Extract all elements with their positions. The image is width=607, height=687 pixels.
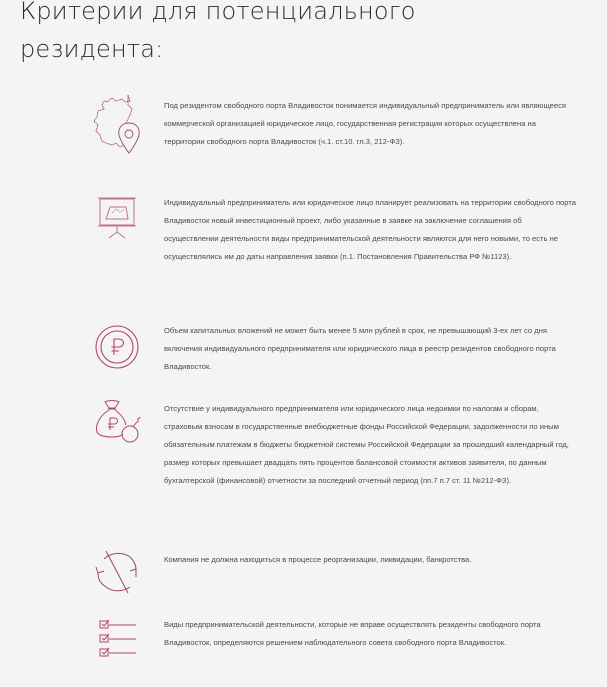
checklist-icon xyxy=(99,618,139,662)
presentation-board-icon xyxy=(96,196,138,240)
criterion-text: Компания не должна находиться в процессе реорганизации, ликвидации, банкротства. xyxy=(164,555,472,564)
page-title-line-2: резидента: xyxy=(20,35,164,63)
map-pin-region-icon xyxy=(92,93,142,159)
criterion-text: Виды предпринимательской деятельности, которые не вправе осуществлять резиденты свободного порта Владивосток, определяются решением наблюдательного совета свободного порта Владивосток. xyxy=(164,620,541,647)
criterion-text: Отсутствие у индивидуального предпринимателя или юридического лица недоимки по налогам и сборам, страховым взносам в государственные внебюджетные фонды Российской Федерации, задолженности по иным обязательным платежам в бюджеты бюджетной системы Российской Федерации за прошедший календарный год, размер которых превышает двадцать пять процентов балансовой стоимости активов заявителя, по данным бухгалтерской (финансовой) отчетности за последний отчетный период (пп.7 п.7 ст. 11 №212-ФЗ). xyxy=(164,404,569,485)
criterion-text: Индивидуальный предприниматель или юридическое лицо планирует реализовать на территории свободного порта Владивосток новый инвестиционный проект, либо указанные в заявке на заключение соглашения об осуществлении деятельности виды предпринимательской деятельности являются для него новыми, то есть не осуществлялись им до даты направления заявки (п.1. Постановления Правительства РФ №1123). xyxy=(164,198,576,261)
ruble-coin-icon xyxy=(94,324,140,370)
page-title xyxy=(20,0,540,68)
criterion-text: Под резидентом свободного порта Владивосток понимается индивидуальный предприниматель или являющееся коммерческой организацией юридическое лицо, государственная регистрация которых осуществлена на территории свободного порта Владивосток (ч.1. ст.10. гл.3, 212-ФЗ). xyxy=(164,101,566,146)
no-reorganization-cycle-icon xyxy=(94,549,140,595)
criterion-text: Объем капитальных вложений не может быть менее 5 млн рублей в срок, не превышающий 3-ех лет со дня включения индивидуального предпринимателя или юридического лица в реестр резидентов свободного порта Владивосток. xyxy=(164,326,556,371)
money-bag-bomb-icon xyxy=(93,398,143,444)
page-title-line-1: Критерии для потенциального xyxy=(20,0,416,25)
